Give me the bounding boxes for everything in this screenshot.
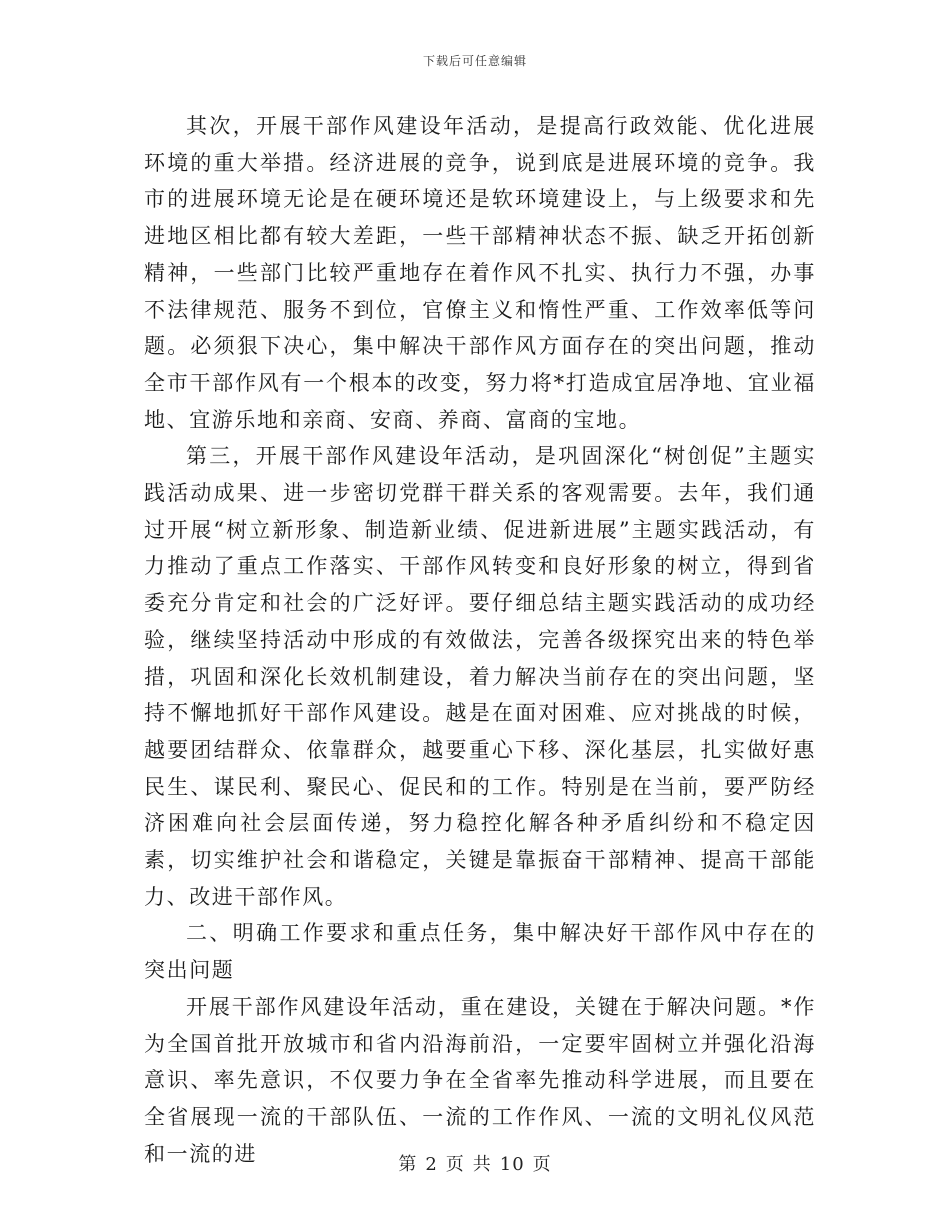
total-pages: 10: [499, 1154, 525, 1175]
footer-middle: 页: [445, 1154, 465, 1175]
paragraph: 开展干部作风建设年活动，重在建设，关键在于解决问题。*作为全国首批开放城市和省内沿海前沿，一定要牢固树立并强化沿海意识、率先意识，不仅要力争在全省率先推动科学进展，而且要在全省展现一流的干部队伍、一流的工作作风、一流的文明礼仪风范和一流的进: [144, 994, 816, 1166]
page-header: 下载后可任意编辑: [422, 54, 527, 68]
document-body: [144, 108, 816, 1172]
footer-prefix: 第: [398, 1154, 418, 1175]
paragraph: 其次，开展干部作风建设年活动，是提高行政效能、优化进展环境的重大举措。经济进展的竞争，说到底是进展环境的竞争。我市的进展环境无论是在硬环境还是软环境建设上，与上级要求和先进地区相比都有较大差距，一些干部精神状态不振、缺乏开拓创新精神，一些部门比较严重地存在着作风不扎实、执行力不强，办事不法律规范、服务不到位，官僚主义和惰性严重、工作效率低等问题。必须狠下决心，集中解决干部作风方面存在的突出问题，推动全市干部作风有一个根本的改变，努力将*打造成宜居净地、宜业福地、宜游乐地和亲商、安商、养商、富商的宝地。: [144, 114, 816, 432]
page-number: 2: [425, 1154, 438, 1175]
footer-suffix: 页: [532, 1154, 552, 1175]
section-heading: 二、明确工作要求和重点任务，集中解决好干部作风中存在的突出问题: [144, 921, 816, 983]
page-footer: [0, 1150, 950, 1176]
paragraph: 第三，开展干部作风建设年活动，是巩固深化“树创促”主题实践活动成果、进一步密切党群干群关系的客观需要。去年，我们通过开展“树立新形象、制造新业绩、促进新进展”主题实践活动，有力推动了重点工作落实、干部作风转变和良好形象的树立，得到省委充分肯定和社会的广泛好评。要仔细总结主题实践活动的成功经验，继续坚持活动中形成的有效做法，完善各级探究出来的特色举措，巩固和深化长效机制建设，着力解决当前存在的突出问题，坚持不懈地抓好干部作风建设。越是在面对困难、应对挑战的时候，越要团结群众、依靠群众，越要重心下移、深化基层，扎实做好惠民生、谋民利、聚民心、促民和的工作。特别是在当前，要严防经济困难向社会层面传递，努力稳控化解各种矛盾纠纷和不稳定因素，切实维护社会和谐稳定，关键是靠振奋干部精神、提高干部能力、改进干部作风。: [144, 444, 816, 909]
footer-total-label: 共: [472, 1154, 492, 1175]
